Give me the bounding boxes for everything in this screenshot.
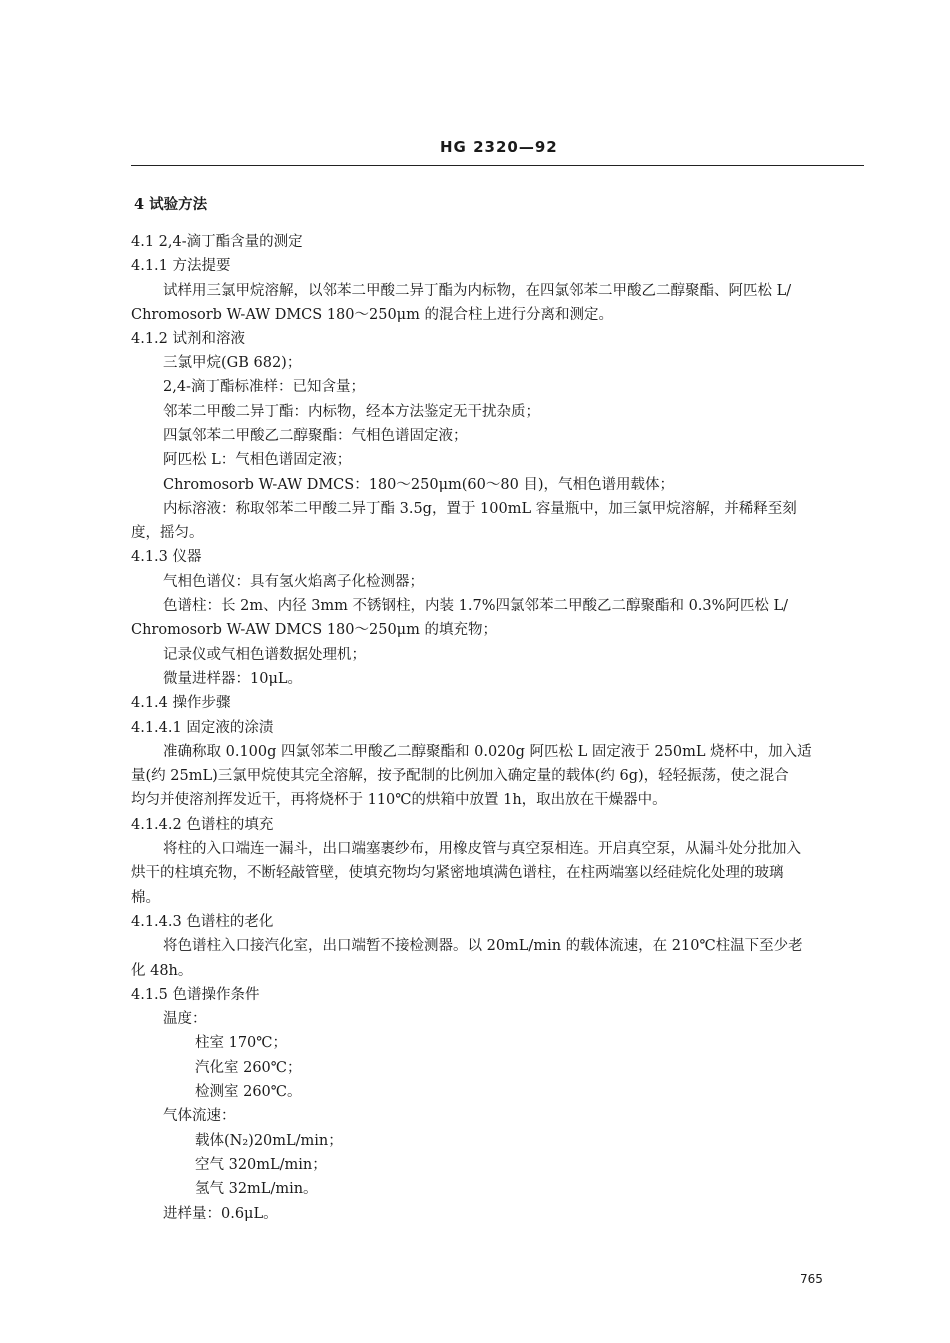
list-item: 空气 320mL/min； [195, 1157, 327, 1173]
paragraph-line: 试样用三氯甲烷溶解，以邻苯二甲酸二异丁酯为内标物，在四氯邻苯二甲酸乙二醇聚酯、阿匹松 L/ [163, 283, 792, 299]
paragraph-line: 烘干的柱填充物，不断轻敲管壁，使填充物均匀紧密地填满色谱柱，在柱两端塞以经硅烷化处理的玻璃 [131, 865, 784, 881]
paragraph-line: 度，摇匀。 [131, 525, 204, 541]
subsection-heading: 4.1.4.3 色谱柱的老化 [131, 914, 274, 930]
paragraph-line: Chromosorb W-AW DMCS 180～250μm 的混合柱上进行分离和测定。 [131, 307, 613, 323]
list-item: 载体(N₂)20mL/min； [195, 1133, 343, 1149]
list-item: 汽化室 260℃； [195, 1060, 302, 1076]
list-item: 微量进样器：10μL。 [163, 671, 303, 687]
subsection-heading: 4.1.4 操作步骤 [131, 695, 231, 711]
paragraph-line: 量(约 25mL)三氯甲烷使其完全溶解，按予配制的比例加入确定量的载体(约 6g)，轻轻振荡，使之混合 [131, 768, 789, 784]
standard-number-header: HG 2320—92 [440, 138, 558, 156]
subsection-heading: 4.1.2 试剂和溶液 [131, 331, 246, 347]
paragraph-line: 化 48h。 [131, 963, 193, 979]
section-title: 4 试验方法 [134, 196, 208, 213]
subsection-heading: 4.1.4.1 固定液的涂渍 [131, 720, 274, 736]
paragraph-line: 准确称取 0.100g 四氯邻苯二甲酸乙二醇聚酯和 0.020g 阿匹松 L 固定液于 250mL 烧杯中，加入适 [163, 744, 812, 760]
header-rule [131, 165, 864, 166]
list-item: 阿匹松 L：气相色谱固定液； [163, 452, 352, 468]
list-item: 气相色谱仪：具有氢火焰离子化检测器； [163, 574, 424, 590]
paragraph-line: Chromosorb W-AW DMCS 180～250μm 的填充物； [131, 622, 497, 638]
page-number: 765 [800, 1272, 823, 1286]
list-item: 氢气 32mL/min。 [195, 1181, 318, 1197]
list-item: Chromosorb W-AW DMCS：180～250μm(60～80 目)，气相色谱用载体； [163, 477, 675, 493]
list-item: 检测室 260℃。 [195, 1084, 302, 1100]
subsection-heading: 4.1.3 仪器 [131, 549, 202, 565]
list-item: 柱室 170℃； [195, 1035, 288, 1051]
subsection-heading: 4.1 2,4-滴丁酯含量的测定 [131, 234, 303, 250]
paragraph-line: 棉。 [131, 890, 160, 906]
list-label: 气体流速： [163, 1108, 236, 1124]
list-item: 2,4-滴丁酯标准样：已知含量； [163, 379, 365, 395]
paragraph-line: 均匀并使溶剂挥发近干，再将烧杯于 110℃的烘箱中放置 1h，取出放在干燥器中。 [131, 792, 667, 808]
paragraph-line: 内标溶液：称取邻苯二甲酸二异丁酯 3.5g，置于 100mL 容量瓶中，加三氯甲烷溶解，并稀释至刻 [163, 501, 797, 517]
paragraph-line: 色谱柱：长 2m、内径 3mm 不锈钢柱，内装 1.7%四氯邻苯二甲酸乙二醇聚酯和 0.3%阿匹松 L/ [163, 598, 789, 614]
paragraph-line: 将柱的入口端连一漏斗，出口端塞裹纱布，用橡皮管与真空泵相连。开启真空泵，从漏斗处分批加入 [163, 841, 801, 857]
subsection-heading: 4.1.5 色谱操作条件 [131, 987, 260, 1003]
paragraph-line: 将色谱柱入口接汽化室，出口端暂不接检测器。以 20mL/min 的载体流速，在 210℃柱温下至少老 [163, 938, 803, 954]
subsection-heading: 4.1.4.2 色谱柱的填充 [131, 817, 274, 833]
list-label: 进样量：0.6μL。 [163, 1206, 278, 1222]
list-label: 温度： [163, 1011, 207, 1027]
subsection-heading: 4.1.1 方法提要 [131, 258, 231, 274]
list-item: 记录仪或气相色谱数据处理机； [163, 647, 366, 663]
list-item: 三氯甲烷(GB 682)； [163, 355, 302, 371]
list-item: 邻苯二甲酸二异丁酯：内标物，经本方法鉴定无干扰杂质； [163, 404, 540, 420]
list-item: 四氯邻苯二甲酸乙二醇聚酯：气相色谱固定液； [163, 428, 468, 444]
